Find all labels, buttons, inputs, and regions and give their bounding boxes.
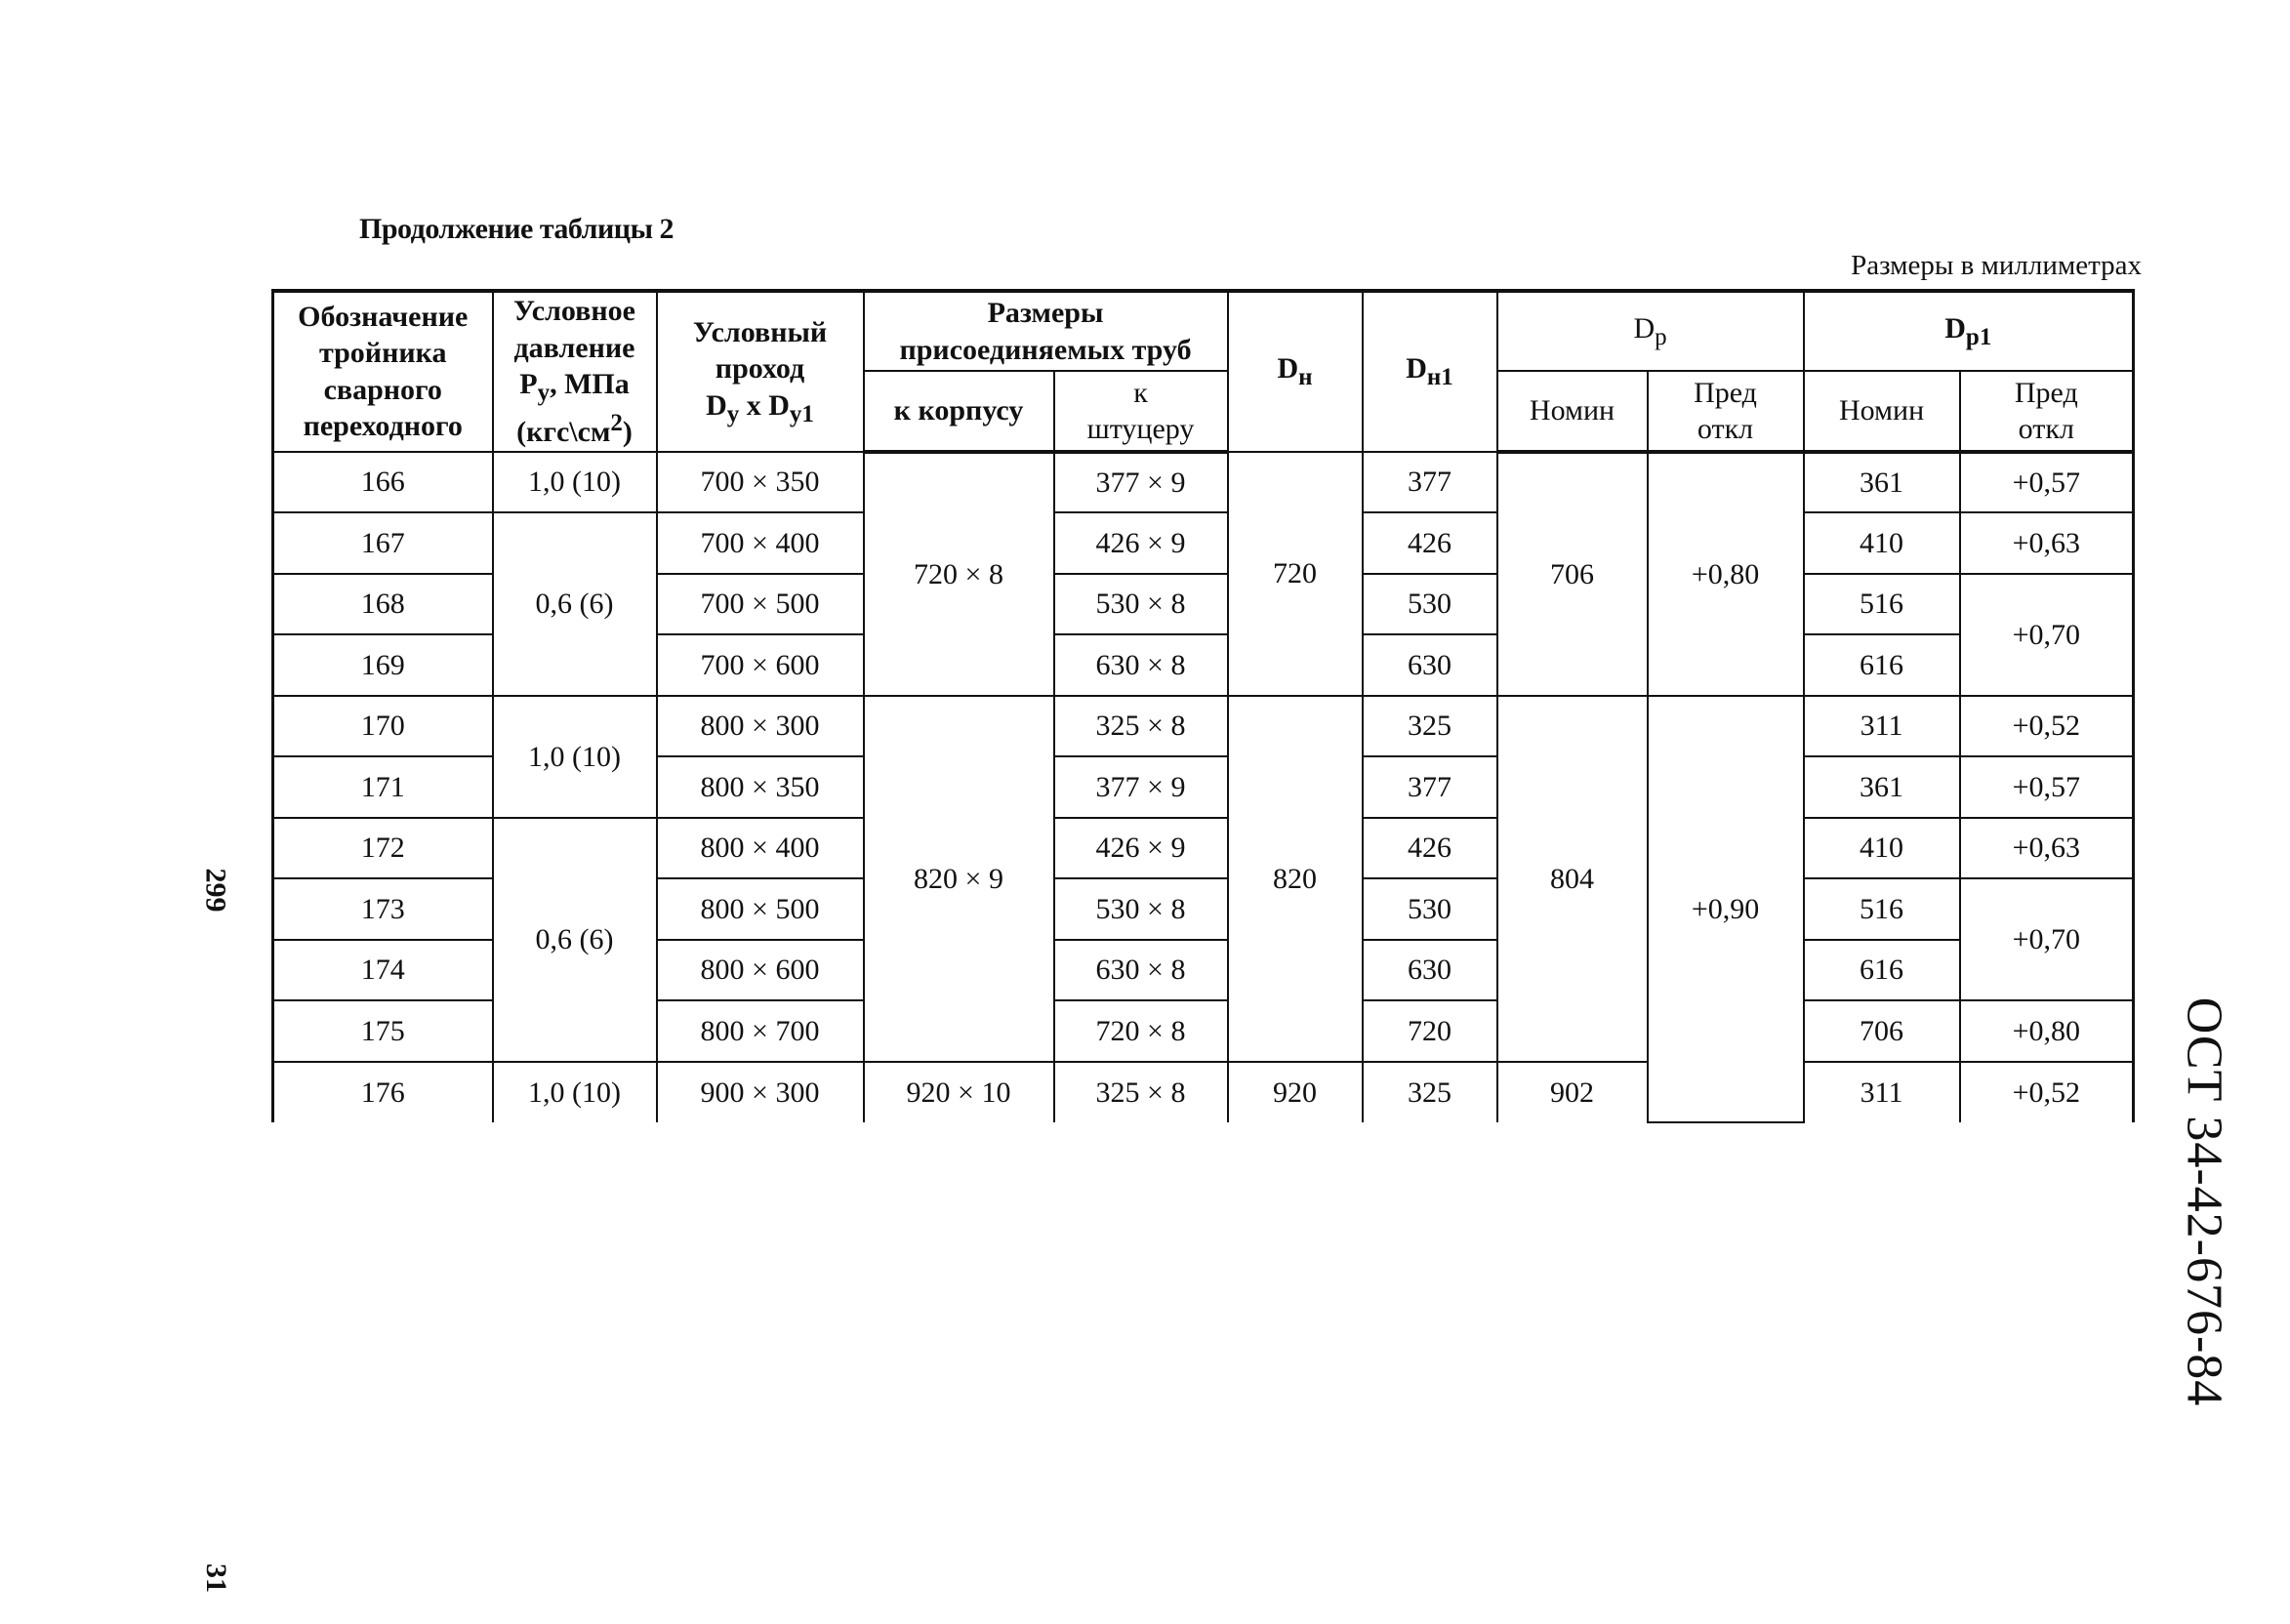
cell-dp-tolerance: +0,90: [1648, 696, 1804, 1123]
cell-dn1: 325: [1363, 1062, 1497, 1123]
cell-to-body: 720 × 8: [864, 452, 1054, 696]
cell-designation: 167: [273, 512, 493, 574]
cell-designation: 173: [273, 878, 493, 940]
cell-dp-tolerance: +0,80: [1648, 452, 1804, 696]
table-row: [273, 512, 2134, 574]
cell-dn1: 530: [1363, 574, 1497, 635]
table-row: [273, 696, 2134, 757]
cell-designation: 172: [273, 818, 493, 879]
cell-dn1: 630: [1363, 940, 1497, 1001]
cell-dp1-nominal: 706: [1804, 1000, 1960, 1062]
table-row: [273, 818, 2134, 879]
cell-dn1: 377: [1363, 756, 1497, 818]
cell-passage: 800 × 400: [657, 818, 864, 879]
cell-dp1-nominal: 516: [1804, 574, 1960, 635]
cell-passage: 700 × 350: [657, 452, 864, 513]
cell-dn1: 325: [1363, 696, 1497, 757]
page-number-bottom: 31: [200, 1563, 232, 1593]
table-row: [273, 1062, 2134, 1123]
units-note: Размеры в миллиметрах: [1851, 250, 2142, 281]
cell-to-branch: 325 × 8: [1054, 696, 1228, 757]
cell-dp-nominal: 706: [1497, 452, 1648, 696]
cell-passage: 800 × 300: [657, 696, 864, 757]
cell-designation: 170: [273, 696, 493, 757]
cell-dp1-nominal: 616: [1804, 940, 1960, 1001]
cell-dp1-nominal: 311: [1804, 696, 1960, 757]
cell-to-body: 820 × 9: [864, 696, 1054, 1062]
header-dn: $D_н$: [1228, 291, 1363, 452]
header-dp1-tolerance: Пред откл: [1960, 371, 2134, 451]
document-code: ОСТ 34-42-676-84: [2176, 996, 2232, 1407]
cell-to-branch: 426 × 9: [1054, 512, 1228, 574]
header-designation: Обозначение тройника сварного переходного: [273, 291, 493, 452]
cell-passage: 800 × 600: [657, 940, 864, 1001]
cell-to-branch: 530 × 8: [1054, 574, 1228, 635]
cell-dp1-nominal: 361: [1804, 452, 1960, 513]
cell-passage: 800 × 500: [657, 878, 864, 940]
cell-to-branch: 325 × 8: [1054, 1062, 1228, 1123]
cell-dn1: 426: [1363, 512, 1497, 574]
cell-designation: 169: [273, 634, 493, 696]
cell-pressure: 0,6 (6): [493, 512, 657, 696]
cell-dp1-nominal: 361: [1804, 756, 1960, 818]
cell-dn1: 720: [1363, 1000, 1497, 1062]
cell-dn: 720: [1228, 452, 1363, 696]
cell-dp1-tolerance: +0,63: [1960, 512, 2134, 574]
tee-dimensions-table: [271, 289, 2135, 1123]
cell-passage: 700 × 500: [657, 574, 864, 635]
cell-dp1-tolerance: +0,80: [1960, 1000, 2134, 1062]
cell-dp1-tolerance: +0,57: [1960, 452, 2134, 513]
cell-designation: 171: [273, 756, 493, 818]
cell-dp1-tolerance: +0,52: [1960, 696, 2134, 757]
header-nominal-passage: Условный проход $D_y$ x $D_{y1}$: [657, 291, 864, 452]
cell-to-body: 920 × 10: [864, 1062, 1054, 1123]
cell-dp-nominal: 902: [1497, 1062, 1648, 1123]
cell-passage: 700 × 600: [657, 634, 864, 696]
header-dn1: $D_{н1}$: [1363, 291, 1497, 452]
cell-designation: 176: [273, 1062, 493, 1123]
header-dp1-nominal: Номин: [1804, 371, 1960, 451]
cell-pressure: 1,0 (10): [493, 452, 657, 513]
cell-dp1-tolerance: +0,70: [1960, 574, 2134, 696]
cell-to-branch: 630 × 8: [1054, 634, 1228, 696]
cell-dn1: 377: [1363, 452, 1497, 513]
cell-pressure: 0,6 (6): [493, 818, 657, 1062]
cell-dp1-tolerance: +0,57: [1960, 756, 2134, 818]
table-row: [273, 452, 2134, 513]
cell-dp1-tolerance: +0,70: [1960, 878, 2134, 1000]
cell-pressure: 1,0 (10): [493, 1062, 657, 1123]
cell-to-branch: 377 × 9: [1054, 756, 1228, 818]
cell-passage: 800 × 700: [657, 1000, 864, 1062]
header-dp: $D_р$: [1497, 291, 1804, 371]
cell-to-branch: 530 × 8: [1054, 878, 1228, 940]
cell-dp1-nominal: 516: [1804, 878, 1960, 940]
page-number-top: 299: [199, 868, 232, 913]
header-pipe-sizes: Размеры присоединяемых труб: [864, 291, 1228, 371]
header-dp-nominal: Номин: [1497, 371, 1648, 451]
cell-to-branch: 630 × 8: [1054, 940, 1228, 1001]
header-to-branch: к штуцеру: [1054, 371, 1228, 451]
cell-dp-nominal: 804: [1497, 696, 1648, 1062]
cell-to-branch: 426 × 9: [1054, 818, 1228, 879]
cell-dp1-nominal: 410: [1804, 818, 1960, 879]
cell-dn1: 630: [1363, 634, 1497, 696]
cell-to-branch: 720 × 8: [1054, 1000, 1228, 1062]
cell-passage: 700 × 400: [657, 512, 864, 574]
cell-designation: 166: [273, 452, 493, 513]
header-dp1: $D_{р1}$: [1804, 291, 2134, 371]
cell-pressure: 1,0 (10): [493, 696, 657, 818]
header-to-body: к корпусу: [864, 371, 1054, 451]
cell-passage: 800 × 350: [657, 756, 864, 818]
cell-dp1-nominal: 311: [1804, 1062, 1960, 1123]
cell-dp1-tolerance: +0,63: [1960, 818, 2134, 879]
cell-designation: 174: [273, 940, 493, 1001]
cell-dp1-nominal: 616: [1804, 634, 1960, 696]
cell-designation: 175: [273, 1000, 493, 1062]
cell-dp1-tolerance: +0,52: [1960, 1062, 2134, 1123]
cell-to-branch: 377 × 9: [1054, 452, 1228, 513]
cell-dn: 920: [1228, 1062, 1363, 1123]
cell-dn1: 530: [1363, 878, 1497, 940]
cell-passage: 900 × 300: [657, 1062, 864, 1123]
table-continuation-title: Продолжение таблицы 2: [359, 213, 675, 245]
cell-dn1: 426: [1363, 818, 1497, 879]
cell-dn: 820: [1228, 696, 1363, 1062]
cell-designation: 168: [273, 574, 493, 635]
cell-dp1-nominal: 410: [1804, 512, 1960, 574]
header-dp-tolerance: Пред откл: [1648, 371, 1804, 451]
header-pressure: Условное давление $P_y$, МПа $(кгс\backslash см^2)$: [493, 291, 657, 452]
